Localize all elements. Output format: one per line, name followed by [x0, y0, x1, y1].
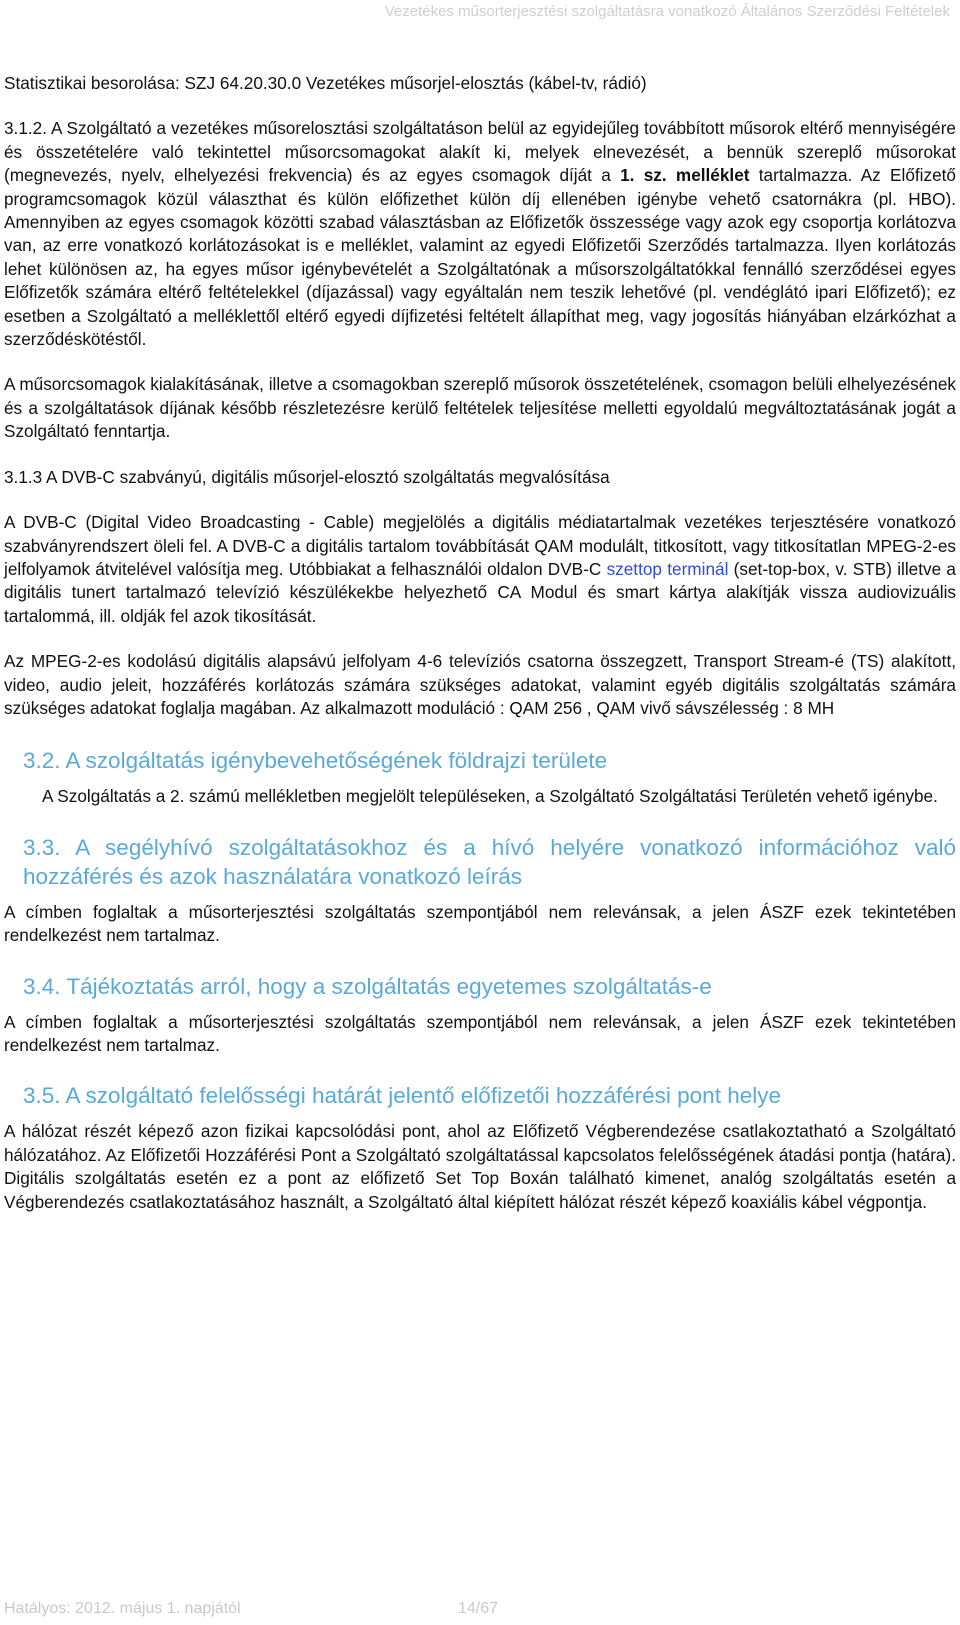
settop-terminal-link[interactable]: szettop terminál [606, 558, 729, 579]
paragraph-dvbc-part1: A DVB-C (Digital Video Broadcasting - Cable) megjelölés a digitális médiatartalmak vezetékes terjesztésére vonatkozó szabványrendszert öleli fel. A DVB-C a digitális tartalom továbbítását QAM modulált, titkosított, vagy titkosítatlan MPEG-2-es jelfolyamok átvitelével valósítja meg. Utóbbiakat a felhasználói oldalon DVB-C [4, 512, 956, 579]
paragraph-dvbc-part2: (set-top-box, v. STB) illetve a digitális tunert tartalmazó televízió készülékekbe helyezhető CA Modul és smart kártya alakítják vissza audiovizuális tartalommá, ill. oldják fel azok tikosítását. [4, 558, 956, 626]
annex-reference: 1. sz. melléklet [620, 165, 750, 186]
paragraph-3-1-2-part1: 3.1.2. A Szolgáltató a vezetékes műsorelosztási szolgáltatáson belül az egyidejűleg továbbított műsorok eltérő mennyiségére és összetételére való tekintettel műsorcsomagokat alakít ki, melyek elnevezését, a bennük szereplő műsorokat (megnevezés, nyelv, elhelyezési frekvencia) és az egyes csomagok díját a [4, 118, 956, 186]
footer-effective-date: Hatályos: 2012. május 1. napjától [4, 1600, 241, 1617]
paragraph-3-2: A Szolgáltatás a 2. számú mellékletben megjelölt településeken, a Szolgáltató Szolgáltatási Területén vehető igénybe. [42, 786, 938, 807]
heading-3-3: 3.3. A segélyhívó szolgáltatásokhoz és a hívó helyére vonatkozó információhoz való hozzáférés és azok használatára vonatkozó leírás [23, 834, 956, 889]
classification-line: Statisztikai besorolása: SZJ 64.20.30.0 Vezetékes műsorjel-elosztás (kábel-tv, rádió) [4, 73, 647, 93]
paragraph-3-5: A hálózat részét képező azon fizikai kapcsolódási pont, ahol az Előfizető Végberendezése csatlakoztatható a Szolgáltató hálózatához. Az Előfizetői Hozzáférési Pont a Szolgáltató szolgáltatással kapcsolatos felelősségének átadási pontja (határa). Digitális szolgáltatás esetén ez a pont az előfizető Set Top Boxán található kimenet, analóg szolgáltatás esetén a Végberendezés csatlakoztatásához használt, a Szolgáltató által kiépített hálózat részét képező koaxiális kábel végpontja. [4, 1121, 956, 1212]
paragraph-3-3: A címben foglaltak a műsorterjesztési szolgáltatás szempontjából nem relevánsak, a jelen ÁSZF ezek tekintetében rendelkezést nem tartalmaz. [4, 901, 956, 946]
heading-3-2: 3.2. A szolgáltatás igénybevehetőségének földrajzi területe [23, 748, 608, 774]
paragraph-dvbc [4, 511, 956, 628]
heading-3-4: 3.4. Tájékoztatás arról, hogy a szolgáltatás egyetemes szolgáltatás-e [23, 973, 712, 999]
paragraph-3-4: A címben foglaltak a műsorterjesztési szolgáltatás szempontjából nem relevánsak, a jelen ÁSZF ezek tekintetében rendelkezést nem tartalmaz. [4, 1011, 956, 1055]
paragraph-3-1-2 [4, 117, 956, 351]
paragraph-packages: A műsorcsomagok kialakításának, illetve a csomagokban szereplő műsorok összetételének, csomagon belüli elhelyezésének és a szolgáltatások díjának később részletezésre kerülő feltételek teljesítése melletti egyoldalú megváltoztatásának jogát a Szolgáltató fenntartja. [4, 374, 956, 442]
paragraph-mpeg: Az MPEG-2-es kodolású digitális alapsávú jelfolyam 4-6 televíziós csatorna összegzett, Transport Stream-é (TS) alakított, video, audio jeleit, hozzáférés korlátozás számára szükséges adatokat, valamint egyéb digitális szolgáltatás számára szükséges adatokat foglalja magában. Az alkalmazott moduláció : QAM 256 , QAM vivő sávszélesség : 8 MH [4, 651, 956, 718]
heading-3-5: 3.5. A szolgáltató felelősségi határát jelentő előfizetői hozzáférési pont helye [23, 1083, 781, 1109]
paragraph-3-1-2-part2: tartalmazza. Az Előfizető programcsomagok közül választhat és külön előfizethet külön díj ellenében igénybe vehető csatornákra (pl. HBO). Amennyiben az egyes csomagok közötti szabad választásban az Előfizetők összessége vagy azok egy csoportja korlátozva van, az erre vonatkozó korlátozásokat is e melléklet, valamint az egyedi Előfizetői Szerződés tartalmazza. Ilyen korlátozás lehet különösen az, ha egyes műsor igénybevételét a Szolgáltatónak a műsorszolgáltatókkal fennálló szerződései egyes Előfizetők számára eltérő feltételekkel (díjazással) vagy egyáltalán nem teszik lehetővé (pl. vendéglátó ipari Előfizető); ez esetben a Szolgáltató a melléklettől eltérő egyedi díjfizetési feltételt állapíthat meg, vagy jogosítás hiányában elzárkózhat a szerződéskötéstől. [4, 165, 956, 350]
running-header: Vezetékes műsorterjesztési szolgáltatásra vonatkozó Általános Szerződési Feltételek [384, 3, 950, 20]
document-content [4, 72, 956, 1214]
footer-page-number: 14/67 [458, 1600, 499, 1617]
section-3-1-3-title: 3.1.3 A DVB-C szabványú, digitális műsorjel-elosztó szolgáltatás megvalósítása [4, 466, 610, 487]
